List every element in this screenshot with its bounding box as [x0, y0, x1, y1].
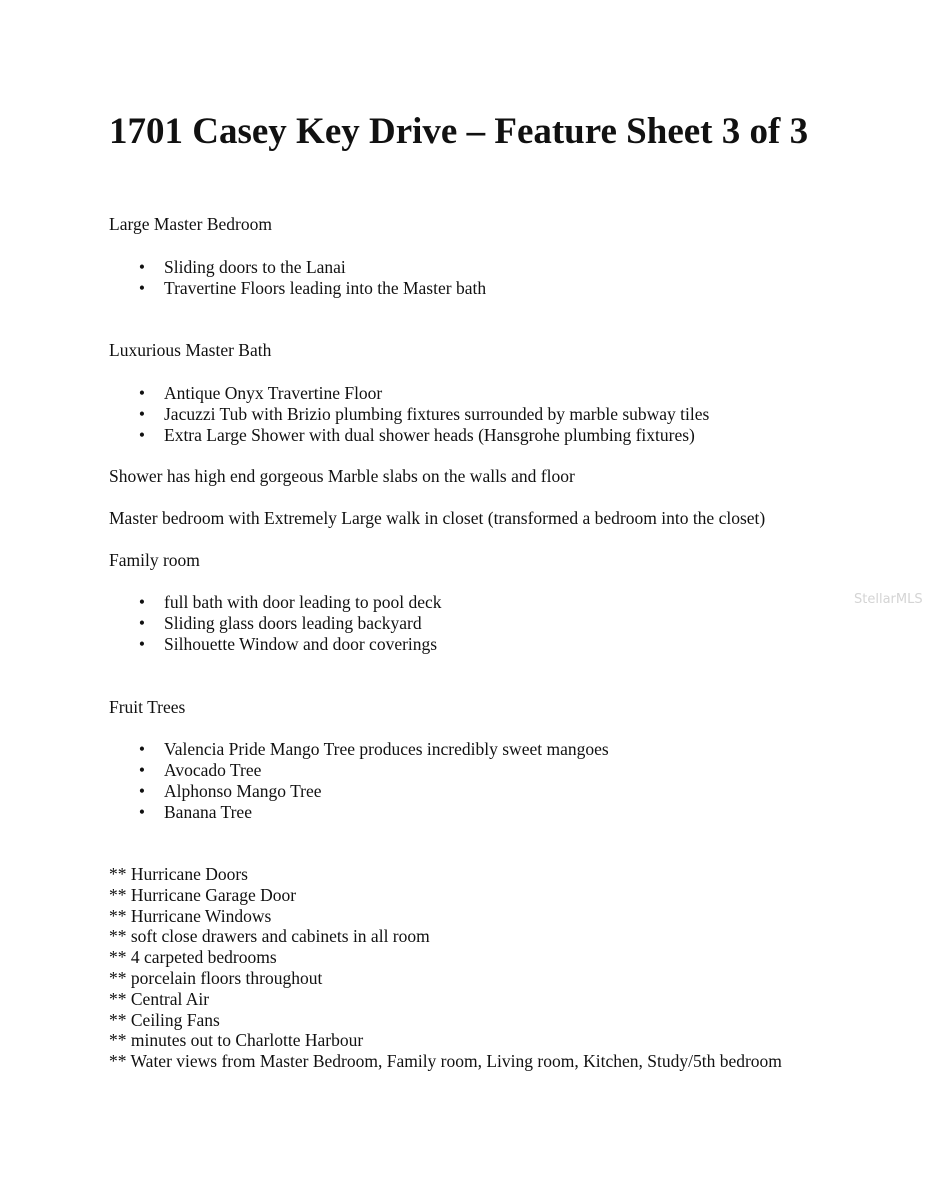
list-item: • Sliding doors to the Lanai	[138, 257, 346, 277]
highlight-item: ** porcelain floors throughout	[109, 967, 323, 988]
bullet-icon: •	[138, 425, 146, 445]
closet-note: Master bedroom with Extremely Large walk in closet (transformed a bedroom into the closet)	[109, 508, 766, 528]
list-item: • Banana Tree	[138, 802, 252, 822]
list-item: • Alphonso Mango Tree	[138, 781, 322, 801]
fruit-trees-list	[109, 739, 609, 823]
master-bath-heading: Luxurious Master Bath	[109, 340, 272, 360]
page-title: 1701 Casey Key Drive – Feature Sheet 3 of 3	[109, 111, 809, 152]
list-item: • Silhouette Window and door coverings	[138, 634, 438, 654]
fruit-trees-heading: Fruit Trees	[109, 697, 186, 717]
list-item: • Jacuzzi Tub with Brizio plumbing fixtures surrounded by marble subway tiles	[138, 404, 710, 424]
highlight-item: ** 4 carpeted bedrooms	[109, 947, 277, 968]
list-item: • Extra Large Shower with dual shower heads (Hansgrohe plumbing fixtures)	[138, 425, 695, 445]
watermark: StellarMLS	[854, 592, 923, 607]
family-room-list	[109, 592, 442, 655]
bullet-icon: •	[138, 781, 146, 801]
list-item: • Avocado Tree	[138, 760, 262, 780]
highlight-item: ** minutes out to Charlotte Harbour	[109, 1030, 364, 1051]
bullet-icon: •	[138, 383, 146, 403]
highlight-item: ** soft close drawers and cabinets in all room	[109, 926, 430, 947]
bullet-icon: •	[138, 278, 146, 298]
highlight-item: ** Ceiling Fans	[109, 1009, 220, 1030]
highlight-item: ** Hurricane Garage Door	[109, 884, 297, 905]
bullet-icon: •	[138, 739, 146, 759]
bullet-icon: •	[138, 634, 146, 654]
master-bath-list	[109, 383, 709, 446]
list-item: • Sliding glass doors leading backyard	[138, 613, 422, 633]
bullet-icon: •	[138, 760, 146, 780]
bullet-icon: •	[138, 257, 146, 277]
bullet-icon: •	[138, 613, 146, 633]
highlight-item: ** Central Air	[109, 988, 210, 1009]
shower-note: Shower has high end gorgeous Marble slabs on the walls and floor	[109, 466, 575, 486]
master-bedroom-list	[109, 257, 486, 299]
family-room-heading: Family room	[109, 550, 200, 570]
bullet-icon: •	[138, 592, 146, 612]
highlight-item: ** Hurricane Windows	[109, 905, 272, 926]
highlight-item: ** Hurricane Doors	[109, 864, 248, 884]
highlights-list	[109, 864, 782, 1072]
list-item: • Antique Onyx Travertine Floor	[138, 383, 383, 403]
bullet-icon: •	[138, 802, 146, 822]
list-item: • full bath with door leading to pool deck	[138, 592, 442, 612]
highlight-item: ** Water views from Master Bedroom, Family room, Living room, Kitchen, Study/5th bedroom	[109, 1051, 782, 1072]
list-item: • Travertine Floors leading into the Master bath	[138, 278, 487, 298]
master-bedroom-heading: Large Master Bedroom	[109, 214, 272, 234]
list-item: • Valencia Pride Mango Tree produces incredibly sweet mangoes	[138, 739, 609, 759]
bullet-icon: •	[138, 404, 146, 424]
